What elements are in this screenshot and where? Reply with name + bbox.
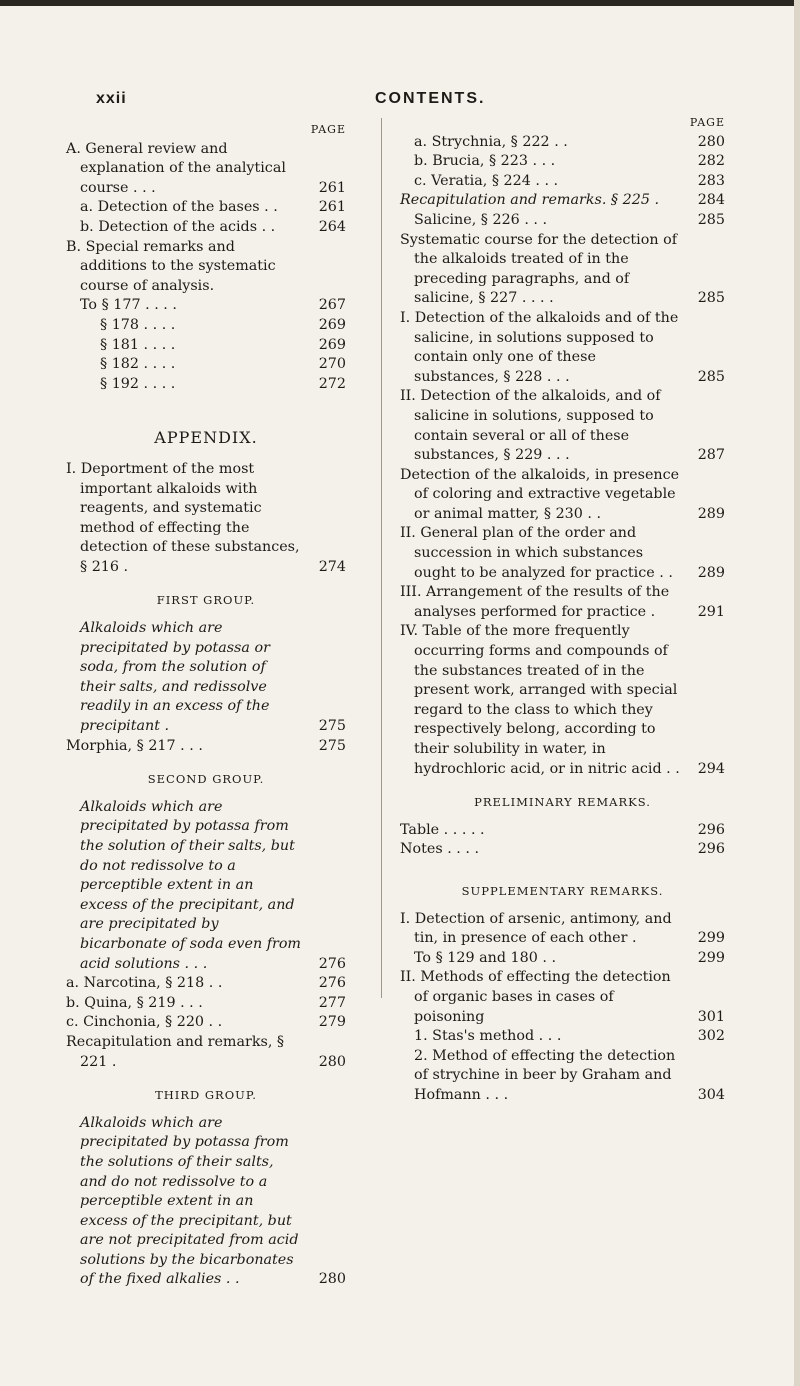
entry-text: I. Detection of arsenic, antimony, and tin, in presence of each other . — [400, 910, 672, 947]
toc-entry — [400, 1027, 725, 1047]
toc-entry — [400, 910, 725, 949]
entry-text: § 182 . . . . — [100, 356, 176, 373]
entry-page: 302 — [697, 1028, 725, 1045]
entry-text: c. Cinchonia, § 220 . . — [66, 1014, 223, 1031]
entry-page: 264 — [318, 218, 346, 235]
entry-page: 287 — [697, 447, 725, 464]
toc-entry — [400, 949, 725, 969]
first-group-description — [66, 619, 346, 737]
third-group-description — [66, 1114, 346, 1290]
entry-text: II. General plan of the order and succession in which substances ought to be analyzed for practice . . — [400, 525, 673, 581]
toc-entry — [400, 309, 725, 387]
toc-entry — [400, 583, 725, 622]
entry-page: 261 — [318, 199, 346, 216]
entry-text: c. Veratia, § 224 . . . — [414, 172, 559, 189]
entry-page: 275 — [318, 737, 346, 754]
entry-text: I. Deportment of the most important alkaloids with reagents, and systematic method of effecting the detection of these substances, § 216 . — [66, 460, 300, 575]
left-entries — [66, 140, 346, 395]
entry-page: 272 — [318, 375, 346, 392]
entry-page: 299 — [697, 930, 725, 947]
entry-page: 261 — [318, 179, 346, 196]
toc-entry — [66, 1013, 346, 1033]
toc-entry — [400, 968, 725, 1027]
entry-text: IV. Table of the more frequently occurring forms and compounds of the substances treated of in the present work, arranged with special regard to the class to which they respectively belong, according to their solubility in water, in hydrochloric acid, or in nitric acid . . — [400, 623, 680, 777]
second-group-description — [66, 798, 346, 974]
entry-text: A. General review and explanation of the analytical course . . . — [66, 140, 286, 196]
toc-entry — [66, 296, 346, 316]
entry-page: 274 — [318, 558, 346, 575]
entry-text: § 192 . . . . — [100, 375, 176, 392]
entry-page: 291 — [697, 603, 725, 620]
toc-entry — [66, 198, 346, 218]
entry-text: Table . . . . . — [400, 821, 485, 838]
toc-entry — [400, 524, 725, 583]
entry-text: B. Special remarks and additions to the systematic course of analysis. — [66, 238, 276, 294]
entry-text: Systematic course for the detection of the alkaloids treated of in the preceding paragraphs, and of salicine, § 227 . . . . — [400, 231, 678, 307]
toc-entry — [66, 238, 346, 297]
page-folio: xxii — [96, 90, 127, 107]
toc-entry — [400, 821, 725, 841]
entry-page: 284 — [697, 192, 725, 209]
entry-page: 279 — [318, 1014, 346, 1031]
entry-text: b. Detection of the acids . . — [80, 218, 276, 235]
toc-entry — [66, 994, 346, 1014]
entry-page: 289 — [697, 505, 725, 522]
toc-entry — [66, 737, 346, 757]
toc-entry — [66, 974, 346, 994]
toc-entry — [400, 211, 725, 231]
third-group-heading: THIRD GROUP. — [155, 1088, 257, 1103]
second-group-heading: SECOND GROUP. — [147, 772, 265, 787]
entry-text: Alkaloids which are precipitated by potassa or soda, from the solution of their salts, and redissolve readily in an excess of the precipitant . — [80, 620, 270, 735]
left-column — [66, 120, 346, 1290]
toc-entry — [400, 191, 725, 211]
entry-text: b. Quina, § 219 . . . — [66, 994, 203, 1011]
entry-text: Morphia, § 217 . . . — [66, 737, 203, 754]
toc-entry — [400, 840, 725, 860]
entry-page: 280 — [318, 1053, 346, 1070]
page-column-label: PAGE — [689, 116, 725, 129]
toc-entry — [400, 172, 725, 192]
entry-text: II. Detection of the alkaloids, and of salicine in solutions, supposed to contain several or all of these substances, § 229 . . . — [400, 388, 661, 464]
page-column-label: PAGE — [310, 123, 346, 136]
entry-page: 289 — [697, 564, 725, 581]
entry-page: 276 — [318, 955, 346, 972]
entry-page: 285 — [697, 368, 725, 385]
entry-page: 280 — [318, 1271, 346, 1288]
entry-page: 285 — [697, 211, 725, 228]
entry-text: 2. Method of effecting the detection of strychine in beer by Graham and Hofmann . . . — [414, 1047, 676, 1103]
entry-text: § 181 . . . . — [100, 336, 176, 353]
entry-page: 294 — [697, 760, 725, 777]
entry-text: To § 177 . . . . — [80, 297, 177, 314]
entry-text: Alkaloids which are precipitated by potassa from the solutions of their salts, and do not redissolve to a perceptible extent in an excess of the precipitant, but are not precipitated from acid solutions by the bicarbonates of the fixed alkalies . . — [80, 1114, 299, 1288]
entry-text: I. Detection of the alkaloids and of the salicine, in solutions supposed to contain only one of these substances, § 228 . . . — [400, 309, 679, 385]
entry-text: Detection of the alkaloids, in presence of coloring and extractive vegetable or animal matter, § 230 . . — [400, 466, 680, 522]
appendix-intro-entry — [66, 460, 346, 578]
entry-text: a. Detection of the bases . . — [80, 199, 278, 216]
top-page-edge — [0, 0, 800, 6]
toc-entry — [66, 336, 346, 356]
entry-text: Recapitulation and remarks, § 221 . — [66, 1033, 285, 1070]
right-entries — [400, 133, 725, 780]
entry-page: 301 — [697, 1008, 725, 1025]
toc-entry — [66, 1033, 346, 1072]
toc-entry — [400, 466, 725, 525]
entry-text: a. Strychnia, § 222 . . — [414, 133, 568, 150]
entry-text: a. Narcotina, § 218 . . — [66, 975, 223, 992]
entry-page: 283 — [697, 172, 725, 189]
entry-text: § 178 . . . . — [100, 316, 176, 333]
entry-text: Notes . . . . — [400, 841, 480, 858]
toc-entry — [400, 133, 725, 153]
entry-page: 269 — [318, 316, 346, 333]
entry-page: 267 — [318, 297, 346, 314]
right-column — [400, 113, 725, 1106]
entry-page: 296 — [697, 821, 725, 838]
page-title: CONTENTS. — [375, 90, 486, 107]
supplementary-items — [400, 910, 725, 1106]
toc-entry — [400, 387, 725, 465]
toc-entry — [66, 375, 346, 395]
second-group-items — [66, 974, 346, 1072]
entry-page: 275 — [318, 718, 346, 735]
preliminary-heading: PRELIMINARY REMARKS. — [474, 795, 651, 810]
entry-page: 276 — [318, 975, 346, 992]
toc-entry — [400, 231, 725, 309]
entry-page: 299 — [697, 949, 725, 966]
toc-entry — [66, 140, 346, 199]
column-divider — [381, 118, 382, 998]
entry-page: 270 — [318, 356, 346, 373]
entry-text: To § 129 and 180 . . — [414, 949, 556, 966]
entry-page: 296 — [697, 841, 725, 858]
entry-text: Alkaloids which are precipitated by potassa from the solution of their salts, but do not redissolve to a perceptible extent in an excess of the precipitant, and are precipitated by bicarbonate of soda even from acid solutions . . . — [80, 798, 301, 972]
toc-entry — [400, 622, 725, 779]
entry-text: Recapitulation and remarks. § 225 . — [400, 192, 660, 209]
first-group-items — [66, 737, 346, 757]
entry-text: III. Arrangement of the results of the analyses performed for practice . — [400, 584, 670, 620]
entry-text: b. Brucia, § 223 . . . — [414, 153, 556, 170]
toc-entry — [66, 218, 346, 238]
first-group-heading: FIRST GROUP. — [156, 593, 256, 608]
entry-page: 285 — [697, 290, 725, 307]
entry-text: Salicine, § 226 . . . — [414, 211, 548, 228]
entry-text: II. Methods of effecting the detection of organic bases in cases of poisoning — [400, 969, 671, 1025]
entry-page: 282 — [697, 153, 725, 170]
right-page-edge — [794, 0, 800, 1386]
preliminary-items — [400, 821, 725, 860]
appendix-heading: APPENDIX. — [154, 428, 258, 448]
entry-page: 304 — [697, 1086, 725, 1103]
entry-text: 1. Stas's method . . . — [414, 1028, 562, 1045]
toc-entry — [400, 1047, 725, 1106]
supplementary-heading: SUPPLEMENTARY REMARKS. — [461, 883, 664, 898]
entry-page: 280 — [697, 133, 725, 150]
entry-page: 269 — [318, 336, 346, 353]
toc-entry — [66, 316, 346, 336]
toc-entry — [400, 152, 725, 172]
entry-page: 277 — [318, 994, 346, 1011]
toc-entry — [66, 355, 346, 375]
